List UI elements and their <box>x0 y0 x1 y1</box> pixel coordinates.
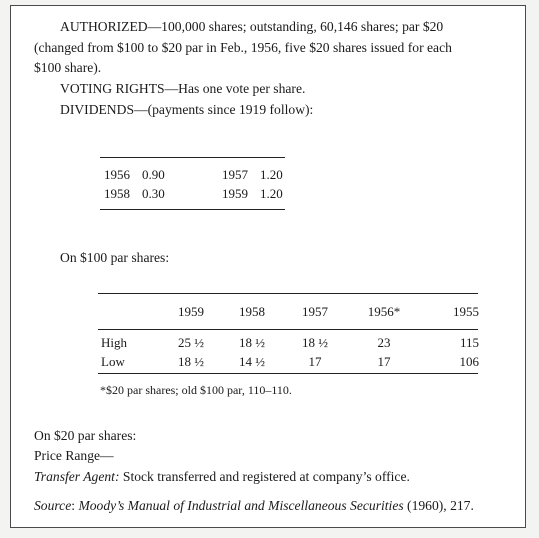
authorized-line-2: (changed from $100 to $20 par in Feb., 1956, five $20 shares issued for each <box>34 40 452 55</box>
source-colon: : <box>71 498 79 513</box>
row-label: Low <box>101 353 125 369</box>
price-cell: 14 ½ <box>239 353 265 369</box>
column-header: 1956* <box>367 303 401 319</box>
price-cell: 25 ½ <box>178 334 204 350</box>
dividends-table-top-rule <box>100 157 285 158</box>
price-table-header <box>101 302 479 321</box>
dividends-table <box>104 165 290 203</box>
amount-cell: 1.20 <box>260 185 283 201</box>
price-range: Price Range— <box>34 448 114 463</box>
column-header: 1955 <box>453 303 479 319</box>
source-rest: (1960), 217. <box>403 498 474 513</box>
price-table <box>101 333 479 371</box>
price-cell: 18 ½ <box>178 353 204 369</box>
document-panel <box>10 5 526 528</box>
dividends-table-bottom-rule <box>100 209 285 210</box>
price-cell: 106 <box>459 353 479 369</box>
par20-heading: On $20 par shares: <box>34 428 137 443</box>
year-cell: 1956 <box>104 166 130 182</box>
price-cell: 18 ½ <box>302 334 328 350</box>
source-label: Source <box>34 498 72 513</box>
voting-rights: VOTING RIGHTS—Has one vote per share. <box>60 81 306 96</box>
column-header <box>101 302 161 321</box>
row-label: High <box>101 334 127 350</box>
column-header: 1957 <box>302 303 328 319</box>
table-row <box>101 333 479 352</box>
year-cell: 1957 <box>222 166 248 182</box>
transfer-agent <box>34 467 410 486</box>
price-table-bottom-rule <box>98 373 478 374</box>
par100-heading: On $100 par shares: <box>60 250 170 265</box>
table-row <box>104 165 290 184</box>
authorized-line-1: AUTHORIZED—100,000 shares; outstanding, 60,146 shares; par $20 <box>60 19 444 34</box>
price-cell: 23 <box>377 334 391 350</box>
source-title: Moody’s Manual of Industrial and Miscellaneous Securities <box>78 498 404 513</box>
column-header: 1959 <box>178 303 204 319</box>
table-row <box>101 352 479 371</box>
price-table-footnote: *$20 par shares; old $100 par, 110–110. <box>100 383 292 397</box>
year-cell: 1959 <box>222 185 248 201</box>
transfer-agent-text: Stock transferred and registered at company’s office. <box>119 469 410 484</box>
amount-cell: 0.30 <box>142 185 165 201</box>
source-citation <box>34 496 474 515</box>
transfer-agent-label: Transfer Agent: <box>34 469 120 484</box>
dividends-heading: DIVIDENDS—(payments since 1919 follow): <box>60 102 314 117</box>
column-header: 1958 <box>239 303 265 319</box>
price-table-top-rule <box>98 293 478 294</box>
price-cell: 17 <box>377 353 391 369</box>
price-table-header-rule <box>98 329 478 330</box>
authorized-line-3: $100 share). <box>34 60 102 75</box>
amount-cell: 1.20 <box>260 166 283 182</box>
table-row <box>104 184 290 203</box>
price-cell: 17 <box>308 353 322 369</box>
table-header-row <box>101 302 479 321</box>
price-cell: 115 <box>459 334 479 350</box>
year-cell: 1958 <box>104 185 130 201</box>
amount-cell: 0.90 <box>142 166 165 182</box>
price-cell: 18 ½ <box>239 334 265 350</box>
